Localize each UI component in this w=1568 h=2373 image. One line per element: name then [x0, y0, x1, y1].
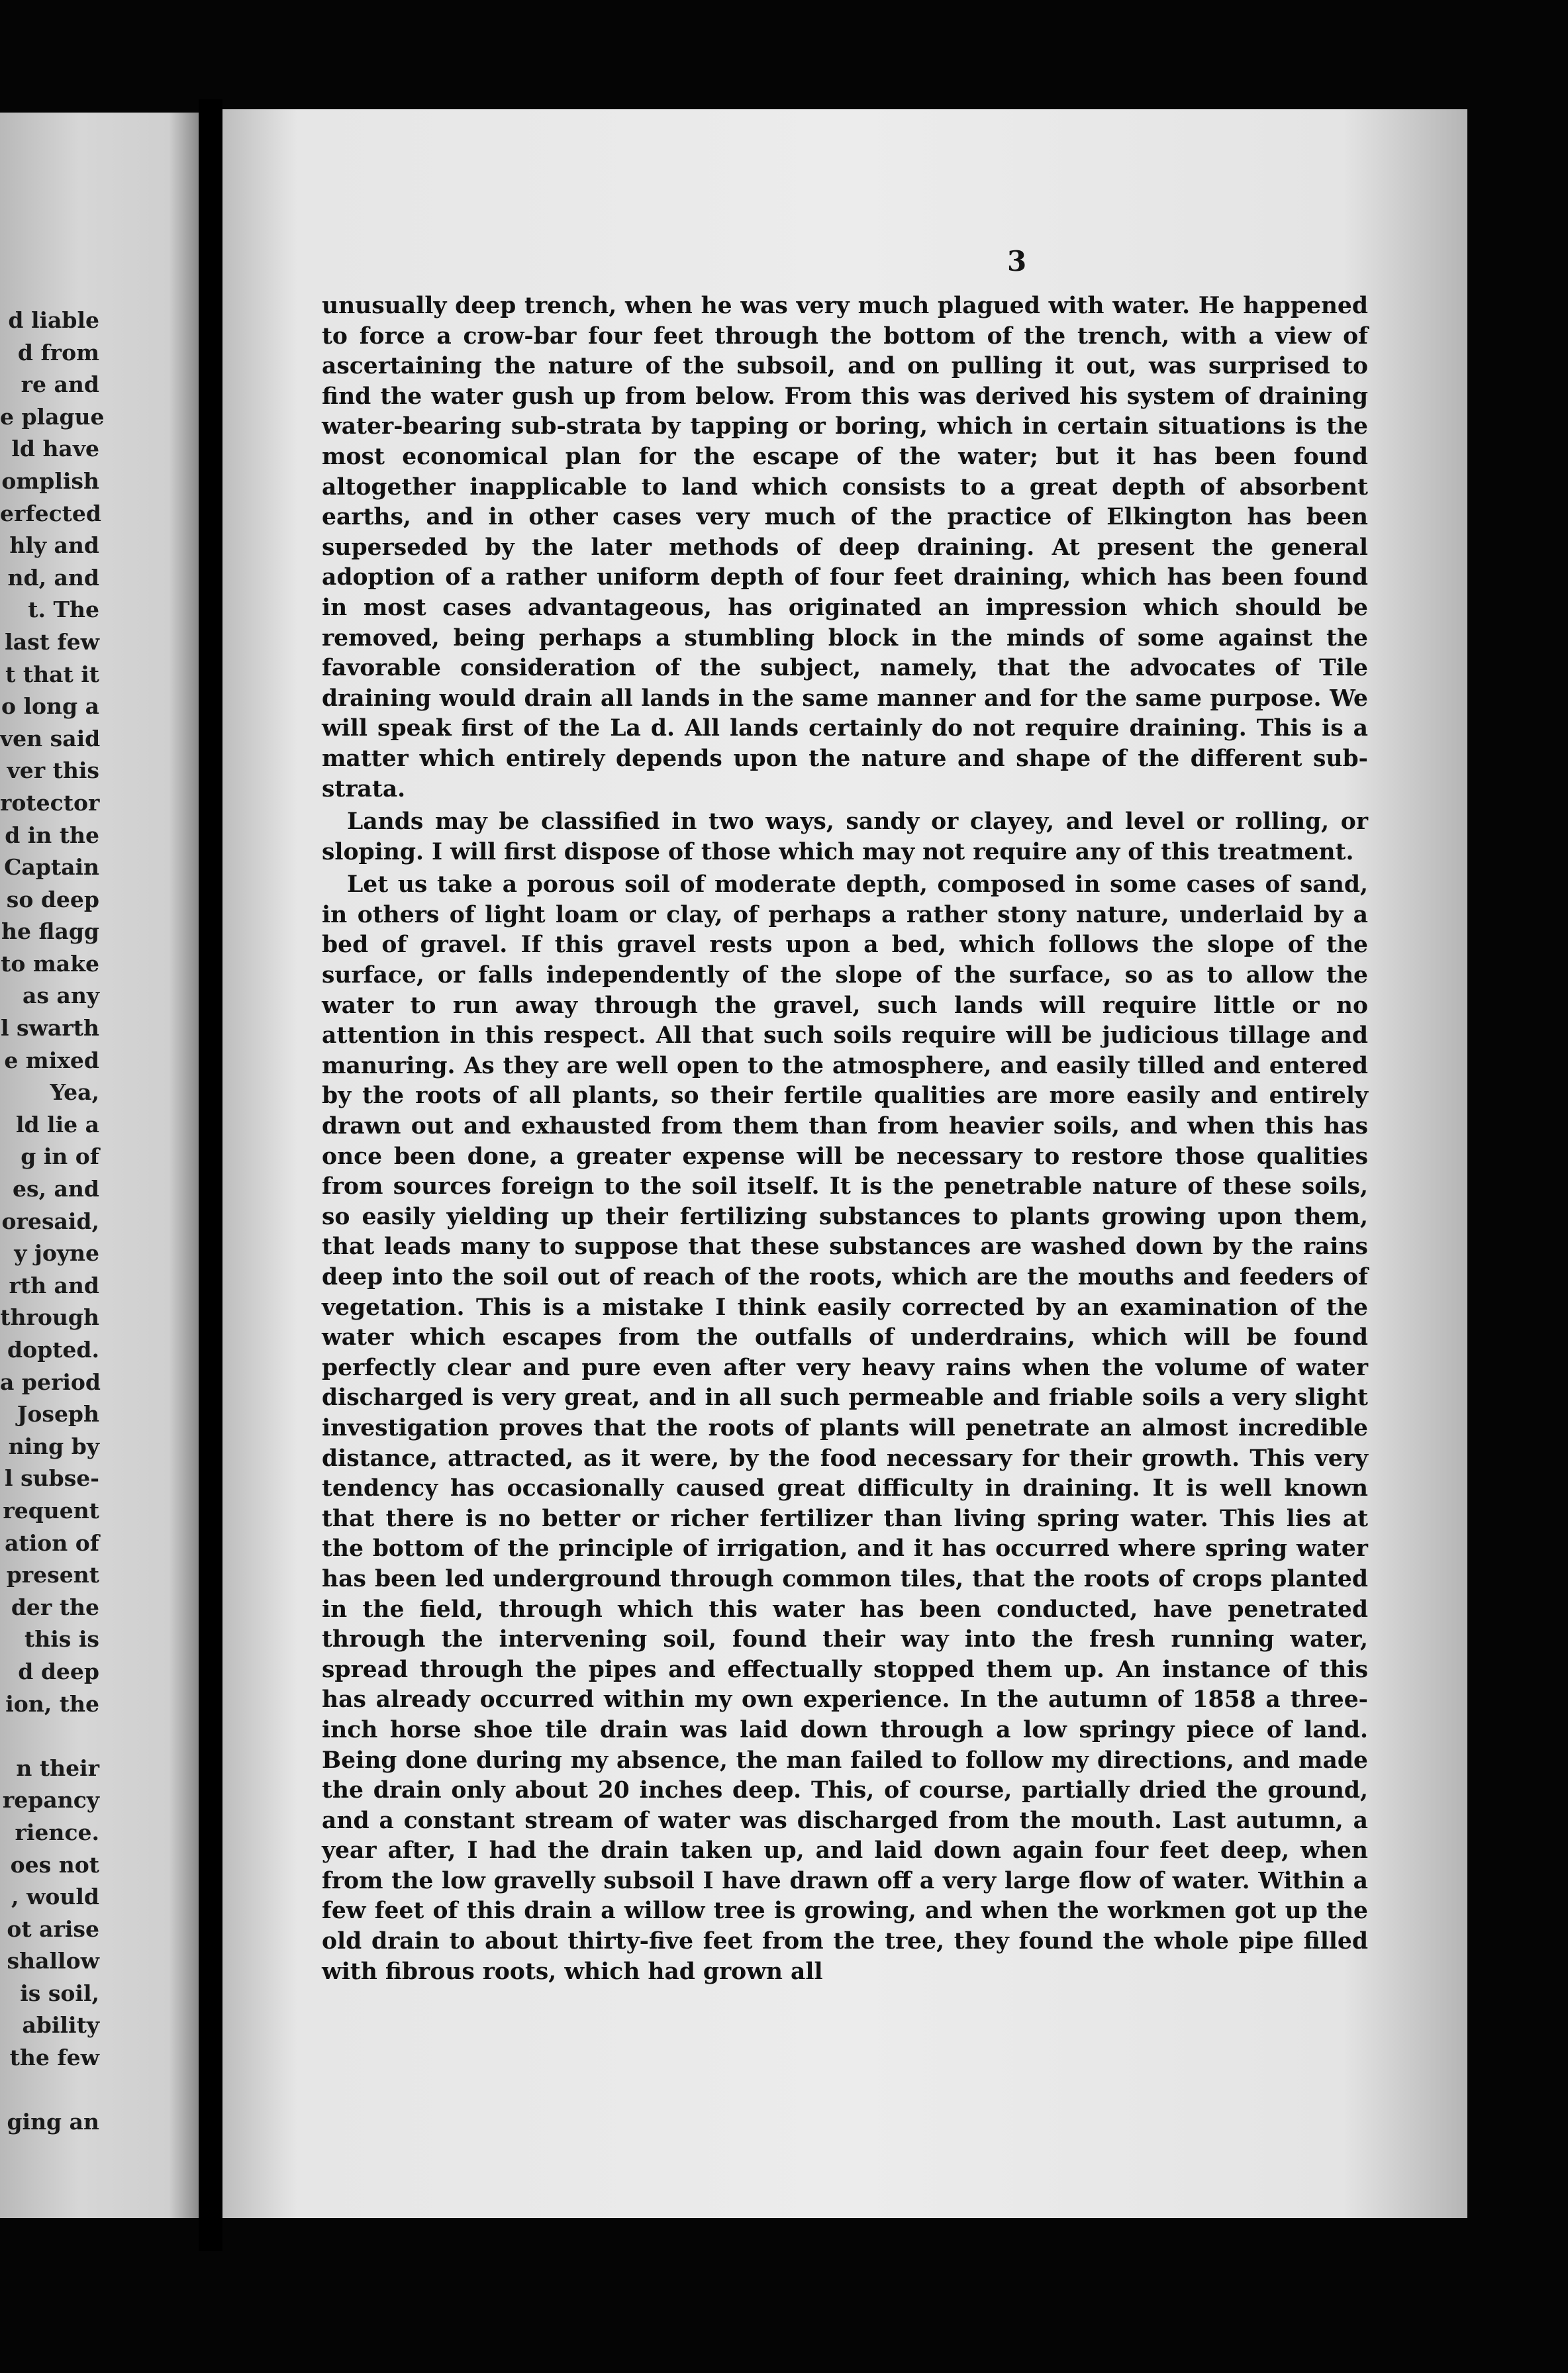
facing-page-line: d deep — [18, 1658, 99, 1684]
facing-page-line: is soil, — [20, 1980, 99, 2006]
body-text — [322, 291, 1368, 1987]
facing-page-line: dopted. — [7, 1337, 99, 1363]
facing-page-line: l swarth — [0, 1015, 99, 1041]
facing-page-line: repancy — [2, 1787, 99, 1814]
facing-page-line: Captain — [4, 854, 99, 881]
facing-page-line: ld lie a — [15, 1111, 99, 1138]
facing-page-line: , would — [11, 1884, 99, 1910]
book-gutter — [199, 99, 222, 2251]
paragraph: Let us take a porous soil of moderate depth, composed in some cases of sand, in others of light loam or clay, of perhaps a rather stony nature, underlaid by a bed of gravel. If this gravel rests upon a bed, which follows the slope of the surface, or falls independently of the slope of the surface, so as to allow the water to run away through the gravel, such lands will require little or no attention in this respect. All that such soils require will be judicious tillage and manuring. As they are well open to the atmosphere, and easily tilled and entered by the roots of all plants, so their fertile qualities are more easily and entirely drawn out and exhausted from them than from heavier soils, and when this has once been done, a greater expense will be necessary to restore those qualities from sources foreign to the soil itself. It is the penetrable nature of these soils, so easily yielding up their fertilizing substances to plants growing upon them, that leads many to suppose that these substances are washed down by the rains deep into the soil out of reach of the roots, which are the mouths and feeders of vegetation. This is a mistake I think easily corrected by an examination of the water which escapes from the outfalls of underdrains, which will be found perfectly clear and pure even after very heavy rains when the volume of water discharged is very great, and in all such permeable and friable soils a very slight investigation proves that the roots of plants will penetrate an almost incredible distance, attracted, as it were, by the food necessary for their growth. This very tendency has occasionally caused great difficulty in draining. It is well known that there is no better or richer fertilizer than living spring water. This lies at the bottom of the principle of irrigation, and it has occurred where spring water has been led underground through common tiles, that the roots of crops planted in the field, through which this water has been conducted, have penetrated through the intervening soil, found their way into the fresh running water, spread through the pipes and effectually stopped them up. An instance of this has already occurred within my own experience. In the autumn of 1858 a three-inch horse shoe tile drain was laid down through a low springy piece of land. Being done during my absence, the man failed to follow my directions, and made the drain only about 20 inches deep. This, of course, partially dried the ground, and a constant stream of water was discharged from the mouth. Last autumn, a year after, I had the drain taken up, and laid down again four feet deep, when from the low gravelly subsoil I have drawn off a very large flow of water. Within a few feet of this drain a willow tree is growing, and when the workmen got up the old drain to about thirty-five feet from the tree, they found the whole pipe filled with fibrous roots, which had grown all — [322, 871, 1368, 1985]
facing-page-line: erfected — [0, 500, 101, 526]
facing-page-line: Joseph — [17, 1401, 99, 1428]
facing-page-line: y joyne — [14, 1240, 99, 1267]
facing-page-line: rience. — [15, 1819, 99, 1845]
facing-page-line: t that it — [5, 661, 99, 687]
facing-page-left — [0, 113, 199, 2218]
facing-page-line: o long a — [1, 693, 99, 720]
facing-page-line: to make — [1, 950, 99, 977]
facing-page-line: as any — [23, 983, 99, 1009]
facing-page-line: so deep — [6, 886, 99, 912]
facing-page-line: l subse- — [5, 1465, 99, 1492]
facing-page-line: e plague — [0, 403, 105, 430]
facing-page-line: nd, and — [7, 564, 99, 591]
facing-page-line: the few — [9, 2045, 99, 2071]
facing-page-line: requent — [3, 1497, 99, 1524]
facing-page-line: d liable — [8, 307, 99, 333]
facing-page-line: a period — [0, 1369, 101, 1395]
facing-page-line: last few — [5, 628, 99, 655]
paragraph: Lands may be classified in two ways, sandy or clayey, and level or rolling, or sloping. I will first dispose of those which may not require any of this treatment. — [322, 808, 1368, 865]
facing-page-line: ation of — [5, 1529, 99, 1556]
facing-page-line: der the — [11, 1594, 99, 1620]
facing-page-line — [0, 1720, 199, 1753]
page — [222, 109, 1467, 2218]
facing-page-line: ver this — [7, 757, 99, 784]
facing-page-line: ld have — [11, 436, 99, 462]
facing-page-line: he flagg — [1, 918, 99, 945]
facing-page-line: t. The — [28, 597, 99, 623]
facing-page-line: d from — [17, 339, 99, 365]
facing-page-line: Yea, — [50, 1079, 99, 1106]
facing-page-line: g in of — [21, 1143, 99, 1170]
facing-page-line: ning by — [8, 1433, 99, 1459]
facing-page-line: ging an — [7, 2109, 99, 2135]
facing-page-line: through — [0, 1304, 99, 1331]
facing-page-line: omplish — [1, 467, 99, 494]
facing-page-line: ability — [22, 2012, 99, 2039]
facing-page-line: n their — [16, 1755, 99, 1781]
facing-page-line — [0, 2074, 199, 2107]
facing-page-line: e mixed — [4, 1047, 99, 1073]
facing-page-line: present — [6, 1562, 99, 1588]
facing-page-line: this is — [24, 1626, 99, 1653]
paragraph: unusually deep trench, when he was very much plagued with water. He happened to force a crow-bar four feet through the bottom of the trench, with a view of ascertaining the nature of the subsoil, and on pulling it out, was surprised to find the water gush up from below. From this was derived his system of draining water-bearing sub-strata by tapping or boring, which in certain situations is the most economical plan for the escape of the water; but it has been found altogether inapplicable to land which consists to a great depth of absorbent earths, and in other cases very much of the practice of Elkington has been superseded by the later methods of deep draining. At present the general adoption of a rather uniform depth of four feet draining, which has been found in most cases advantageous, has originated an impression which should be removed, being perhaps a stumbling block in the minds of some against the favorable consideration of the subject, namely, that the advocates of Tile draining would drain all lands in the same manner and for the same purpose. We will speak first of the La d. All lands certainly do not require draining. This is a matter which entirely depends upon the nature and shape of the different sub-strata. — [322, 293, 1368, 802]
facing-page-text — [0, 305, 199, 2139]
facing-page-line: d in the — [5, 822, 99, 848]
facing-page-line: oresaid, — [1, 1208, 99, 1234]
facing-page-line: rth and — [9, 1272, 99, 1298]
facing-page-line: re and — [21, 371, 99, 398]
facing-page-line: hly and — [9, 532, 99, 559]
facing-page-line: oes not — [10, 1851, 99, 1878]
facing-page-line: shallow — [7, 1948, 99, 1974]
facing-page-line: ot arise — [7, 1915, 99, 1942]
page-number: 3 — [1007, 245, 1027, 277]
facing-page-line: es, and — [12, 1176, 99, 1202]
facing-page-line: ion, the — [5, 1690, 99, 1717]
facing-page-line: rotector — [0, 789, 100, 816]
facing-page-line: ven said — [0, 725, 101, 751]
